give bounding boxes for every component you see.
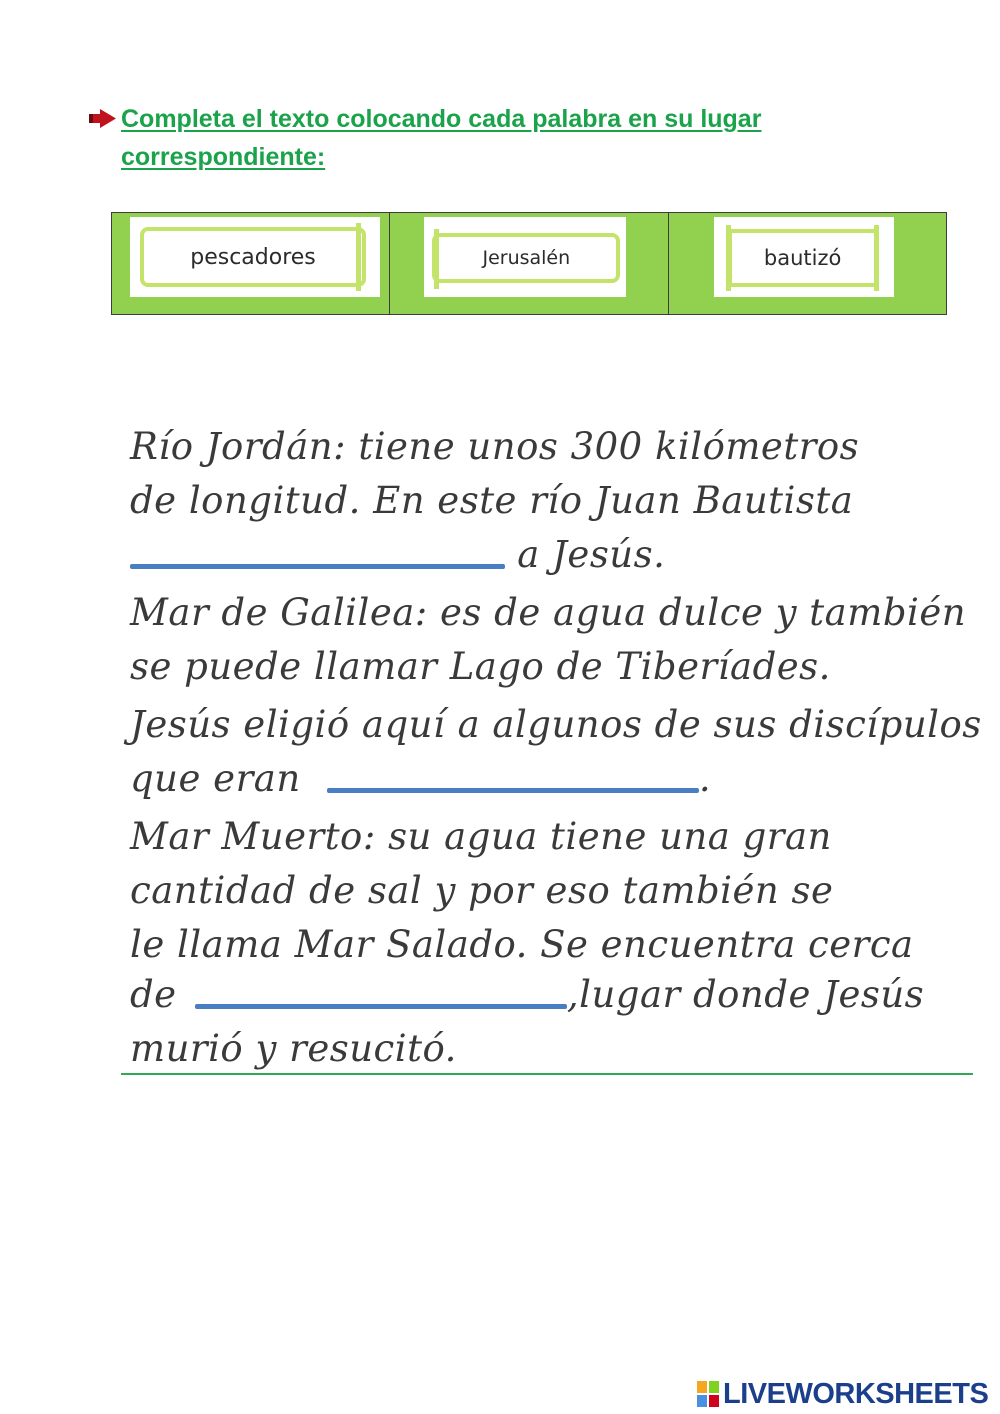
word-jerusalen[interactable]: Jerusalén [482,247,571,269]
frame-bar [874,225,879,291]
word-bank-cell [669,213,946,314]
word-frame[interactable] [432,233,620,283]
word-bautizo[interactable]: bautizó [763,246,842,270]
word-card [130,217,380,297]
instruction-line-1: Completa el texto colocando cada palabra en su lugar [121,105,762,133]
instruction-line-2: correspondiente: [121,143,326,171]
passage-line: le llama Mar Salado. Se encuentra cerca [130,923,914,966]
passage-text: ,lugar donde Jesús [566,973,925,1016]
frame-bar [726,225,731,291]
passage-text: de [130,973,177,1016]
word-bank-cell [112,213,390,314]
passage-text: . [698,757,712,800]
brand-name: LIVEWORKSHEETS [723,1377,989,1410]
liveworksheets-logo-icon [697,1381,719,1407]
passage-line: se puede llamar Lago de Tiberíades. [130,645,831,688]
divider [121,1073,973,1075]
frame-bar [434,229,439,289]
brand-footer [697,1374,988,1414]
word-frame[interactable] [140,227,366,287]
passage-line: Mar de Galilea: es de agua dulce y también [130,591,967,634]
word-bank-cell [390,213,668,314]
word-card [714,217,894,297]
passage-line: de longitud. En este río Juan Bautista [130,479,854,522]
blank-jerusalen[interactable] [195,1004,567,1009]
passage-line: Mar Muerto: su agua tiene una gran [130,815,832,858]
word-bank [111,212,947,315]
passage-line [130,528,665,582]
passage-text: que eran [130,757,301,800]
frame-bar [356,223,361,291]
arrow-right-icon [88,108,118,128]
passage-line: murió y resucitó. [130,1027,457,1070]
word-frame[interactable] [728,229,878,287]
passage-line: Jesús eligió aquí a algunos de sus discípulos [130,703,982,746]
passage-line: cantidad de sal y por eso también se [130,869,834,912]
word-pescadores[interactable]: pescadores [190,244,316,270]
word-card [424,217,626,297]
passage-line [130,968,924,1022]
passage-line [130,752,711,806]
passage-line: Río Jordán: tiene unos 300 kilómetros [130,425,860,468]
blank-pescadores[interactable] [327,788,699,793]
passage-text: a Jesús. [517,533,666,576]
blank-bautizo[interactable] [130,564,505,569]
instruction-text [121,100,761,176]
